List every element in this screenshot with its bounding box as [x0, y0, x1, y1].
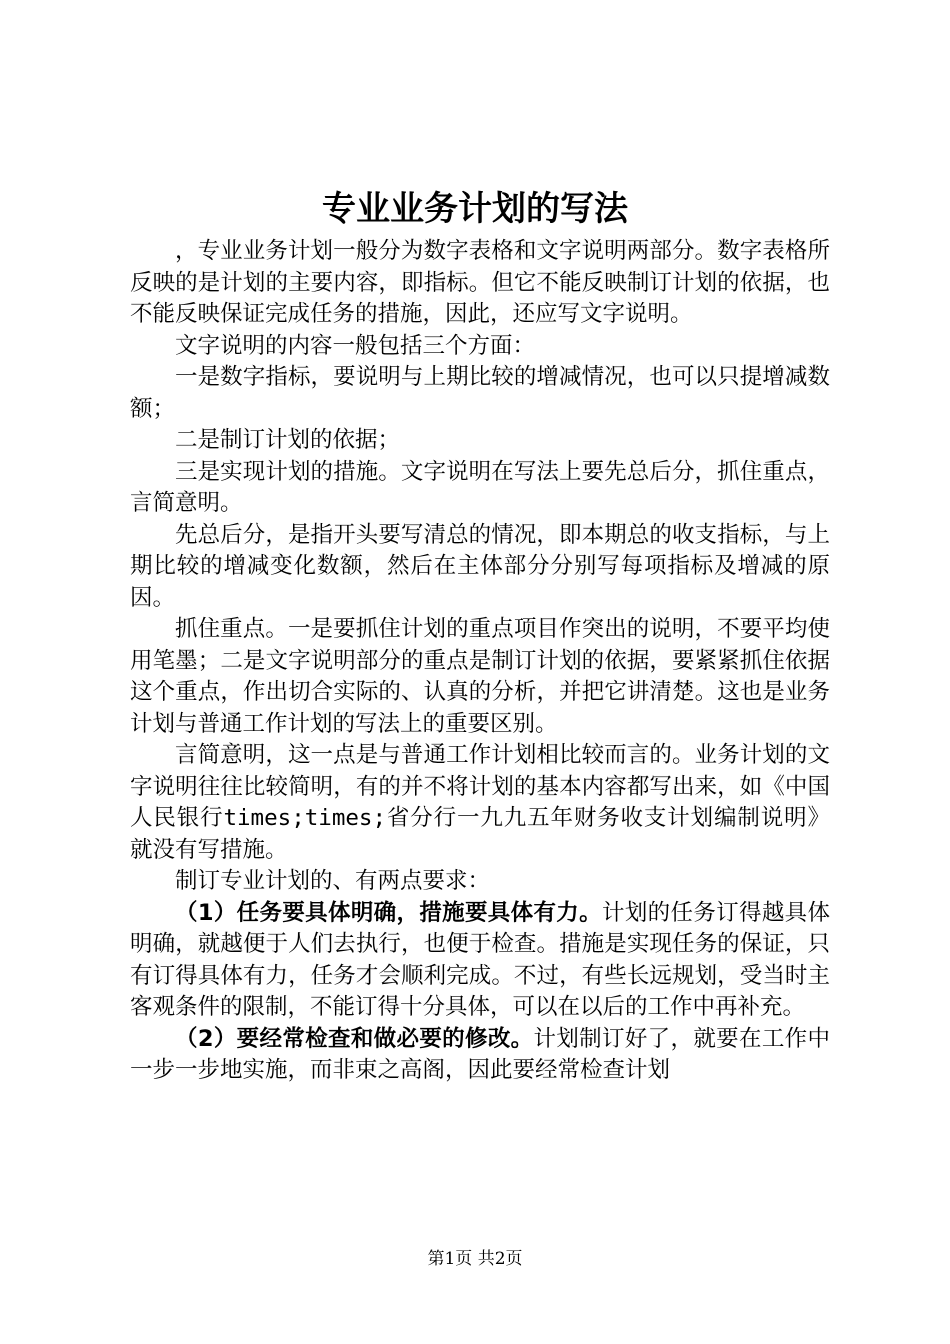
paragraph-point-one: 一是数字指标，要说明与上期比较的增减情况，也可以只提增减数额； — [130, 364, 830, 422]
requirement-2-lead: （2）要经常检查和做必要的修改。 — [175, 1025, 534, 1052]
paragraph-content-aspects: 文字说明的内容一般包括三个方面： — [175, 332, 536, 359]
requirement-item-1 — [130, 898, 830, 1024]
page-footer: 第1页 共2页 — [427, 1249, 523, 1269]
document-title: 专业业务计划的写法 — [322, 189, 628, 229]
paragraph-intro: ，专业业务计划一般分为数字表格和文字说明两部分。数字表格所反映的是计划的主要内容，即指标。但它不能反映制订计划的依据，也不能反映保证完成任务的措施，因此，还应写文字说明。 — [130, 238, 830, 327]
document-body — [130, 236, 830, 1087]
paragraph-point-three: 三是实现计划的措施。文字说明在写法上要先总后分，抓住重点，言简意明。 — [130, 458, 830, 516]
paragraph-key-points: 抓住重点。一是要抓住计划的重点项目作突出的说明，不要平均使用笔墨；二是文字说明部分的重点是制订计划的依据，要紧紧抓住依据这个重点，作出切合实际的、认真的分析，并把它讲清楚。这也是业务计划与普通工作计划的写法上的重要区别。 — [130, 616, 830, 737]
paragraph-concise: 言简意明，这一点是与普通工作计划相比较而言的。业务计划的文字说明往往比较简明，有的并不将计划的基本内容都写出来，如《中国人民银行times;times;省分行一九九五年财务收支计划编制说明》就没有写措施。 — [130, 742, 830, 863]
paragraph-requirements-intro: 制订专业计划的、有两点要求： — [175, 868, 491, 894]
paragraph-general-first: 先总后分，是指开头要写清总的情况，即本期总的收支指标，与上期比较的增减变化数额，然后在主体部分分别写每项指标及增减的原因。 — [130, 521, 830, 611]
requirement-1-text: 计划的任务订得越具体明确，就越便于人们去执行，也便于检查。措施是实现任务的保证，只有订得具体有力，任务才会顺利完成。不过，有些长远规划，受当时主客观条件的限制，不能订得十分具体，可以在以后的工作中再补充。 — [130, 899, 830, 1020]
paragraph-point-two: 二是制订计划的依据； — [175, 427, 401, 453]
requirement-item-2 — [130, 1024, 830, 1087]
requirement-1-lead: （1）任务要具体明确，措施要具体有力。 — [175, 899, 602, 926]
requirement-2-text: 计划制订好了，就要在工作中一步一步地实施，而非束之高阁，因此要经常检查计划 — [130, 1025, 830, 1083]
